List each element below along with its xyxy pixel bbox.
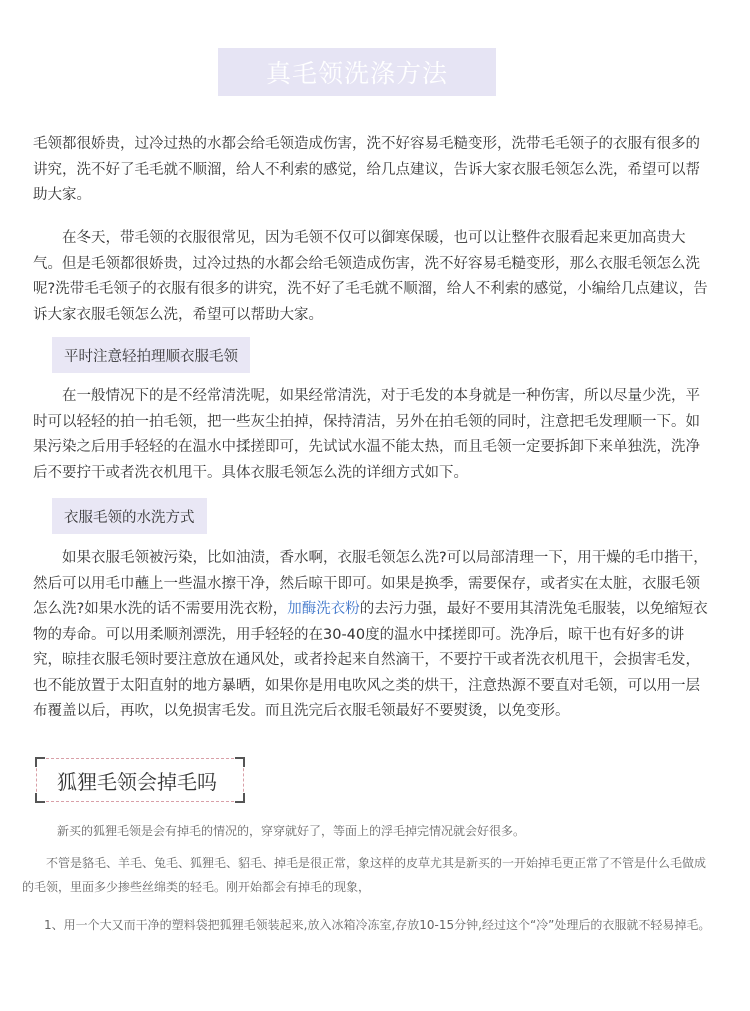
title-banner (218, 48, 496, 96)
intro-paragraph: 毛领都很娇贵，过冷过热的水都会给毛领造成伤害，洗不好容易毛糙变形，洗带毛毛领子的衣服有很多的讲究，洗不好了毛毛就不顺溜，给人不利索的感觉，给几点建议，告诉大家衣服毛领怎么洗，希望可以帮助大家。 (33, 136, 700, 203)
section-heading-text: 平时注意轻拍理顺衣服毛领 (64, 348, 238, 365)
fox-heading-box (36, 758, 244, 802)
pat-paragraph: 在一般情况下的是不经常清洗呢，如果经常清洗，对于毛发的本身就是一种伤害，所以尽量少洗，平时可以轻轻的拍一拍毛领，把一些灰尘拍掉，保持清洁，另外在拍毛领的同时，注意把毛发理顺一下。如果污染之后用手轻轻的在温水中揉搓即可，先试试水温不能太热，而且毛领一定要拆卸下来单独洗，洗净后不要拧干或者洗衣机甩干。具体衣服毛领怎么洗的详细方式如下。 (33, 388, 700, 481)
fox-paragraph-2: 不管是貉毛、羊毛、兔毛、狐狸毛、貂毛、掉毛是很正常，象这样的皮草尤其是新买的一开始掉毛更正常了不管是什么毛做成的毛领，里面多少掺些丝绵类的轻毛。刚开始都会有掉毛的现象， (22, 856, 707, 894)
enzyme-detergent-link[interactable]: 加酶洗衣粉 (287, 601, 360, 617)
fox-paragraph-3: 1、用一个大又而干净的塑料袋把狐狸毛领装起来,放入冰箱冷冻室,存放10-15分钟,经过这个“冷”处理后的衣服就不轻易掉毛。 (44, 918, 711, 932)
section-heading-pat (52, 337, 250, 373)
corner-decoration (235, 757, 245, 767)
corner-decoration (35, 793, 45, 803)
wash-text-part2: 的去污力强，最好不要用其清洗兔毛服装，以免缩短衣物的寿命。可以用柔顺剂漂洗，用手轻轻的在30-40度的温水中揉搓即可。洗净后，晾干也有好多的讲究，晾挂衣服毛领时要注意放在通风处，或者拎起来自然滴干，不要拧干或者洗衣机甩干，会损害毛发，也不能放置于太阳直射的地方暴晒，如果你是用电吹风之类的烘干，注意热源不要直对毛领，可以用一层布覆盖以后，再吹，以免损害毛发。而且洗完后衣服毛领最好不要熨烫，以免变形。 (33, 601, 708, 719)
section-heading-text: 衣服毛领的水洗方式 (64, 509, 195, 526)
fox-heading: 狐狸毛领会掉毛吗 (57, 769, 217, 794)
page-title: 真毛领洗涤方法 (265, 59, 448, 88)
winter-paragraph: 在冬天，带毛领的衣服很常见，因为毛领不仅可以御寒保暖，也可以让整件衣服看起来更加高贵大气。但是毛领都很娇贵，过冷过热的水都会给毛领造成伤害，洗不好容易毛糙变形，那么衣服毛领怎么洗呢?洗带毛毛领子的衣服有很多的讲究，洗不好了毛毛就不顺溜，给人不利索的感觉，小编给几点建议，告诉大家衣服毛领怎么洗，希望可以帮助大家。 (33, 230, 708, 323)
corner-decoration (235, 793, 245, 803)
wash-paragraph (33, 546, 713, 725)
corner-decoration (35, 757, 45, 767)
wash-text-part1: 如果衣服毛领被污染，比如油渍，香水啊，衣服毛领怎么洗?可以局部清理一下，用干燥的毛巾揩干，然后可以用毛巾蘸上一些温水擦干净，然后晾干即可。如果是换季，需要保存，或者实在太脏，衣服毛领怎么洗?如果水洗的话不需要用洗衣粉， (33, 550, 708, 617)
section-heading-wash (52, 498, 207, 534)
fox-paragraph-1: 新买的狐狸毛领是会有掉毛的情况的，穿穿就好了，等面上的浮毛掉完情况就会好很多。 (57, 824, 526, 838)
